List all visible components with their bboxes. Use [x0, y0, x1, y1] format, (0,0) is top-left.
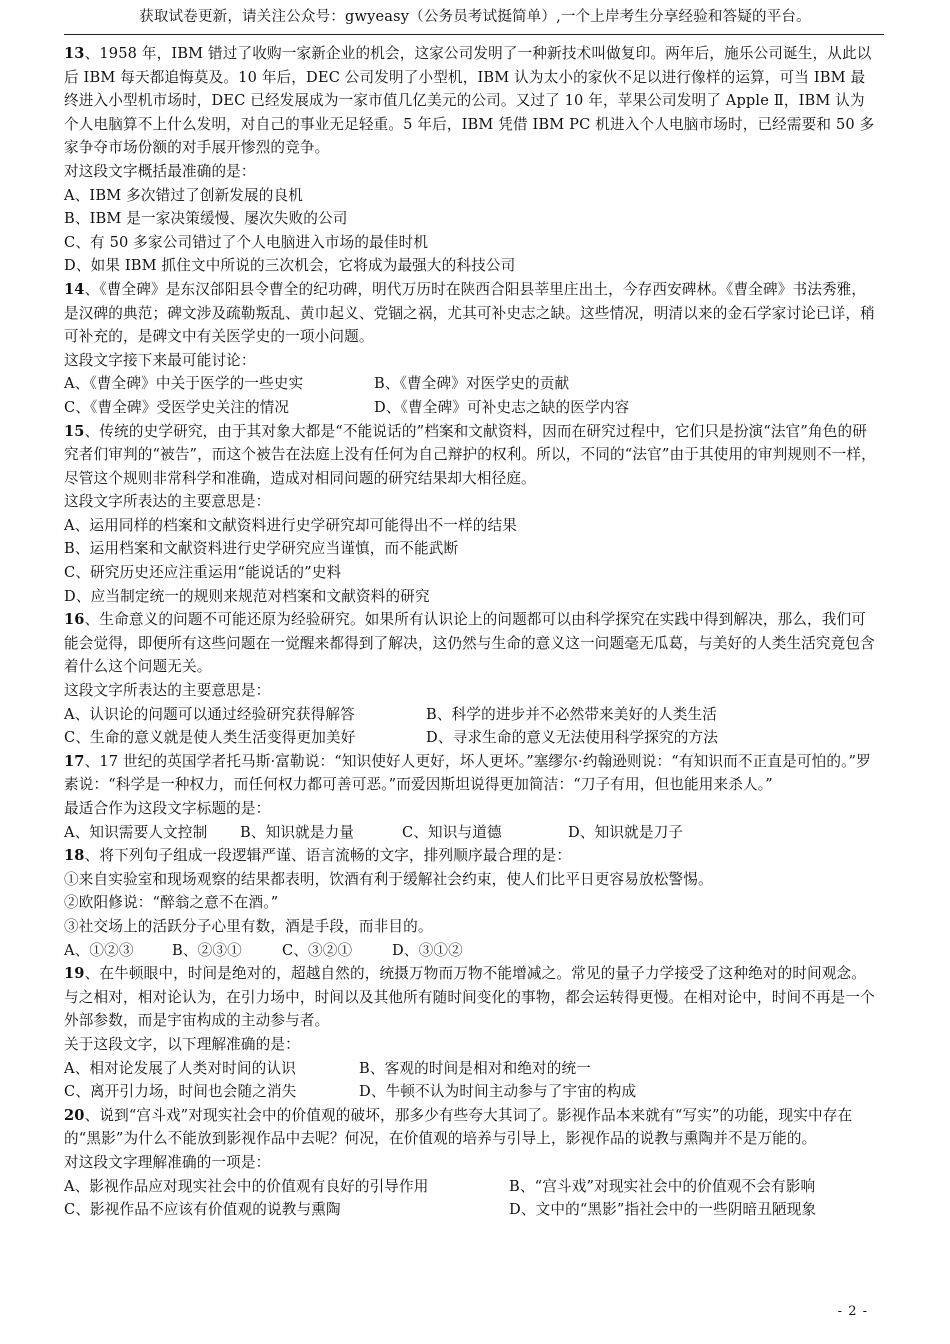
option-c[interactable]: C、③②①	[282, 941, 353, 959]
option-d[interactable]: D、牛顿不认为时间主动参与了宇宙的构成	[359, 1083, 637, 1101]
question-passage: 17、17 世纪的英国学者托马斯·富勒说：“知识使好人更好，坏人更坏。”塞缪尔·约翰逊则说：“有知识而不正直是可怕的。”罗素说：“科学是一种权力，而任何权力都可善可恶。”而爱因斯坦说得更加简洁：“刀子有用，但也能用来杀人。”	[64, 752, 871, 794]
question-15	[64, 420, 876, 609]
option-d[interactable]: D、③①②	[392, 941, 463, 959]
question-14	[64, 278, 876, 420]
option-b[interactable]: B、客观的时间是相对和绝对的统一	[359, 1059, 592, 1077]
question-13	[64, 42, 876, 278]
question-passage: 18、将下列句子组成一段逻辑严谨、语言流畅的文字，排列顺序最合理的是：	[64, 847, 572, 865]
option-b[interactable]: B、运用档案和文献资料进行史学研究应当谨慎，而不能武断	[64, 540, 459, 558]
question-stem: 对这段文字理解准确的一项是：	[64, 1153, 271, 1171]
question-number: 15	[64, 422, 85, 440]
sentence-3: ③社交场上的活跃分子心里有数，酒是手段，而非目的。	[64, 917, 433, 935]
option-b[interactable]: B、科学的进步并不必然带来美好的人类生活	[426, 705, 718, 723]
question-19	[64, 962, 876, 1104]
option-row	[64, 372, 876, 396]
option-row	[64, 703, 876, 727]
question-passage: 13、1958 年，IBM 错过了收购一家新企业的机会，这家公司发明了一种新技术叫做复印。两年后，施乐公司诞生，从此以后 IBM 每天都追悔莫及。10 年后，DEC 公司发明了小型机，IBM 认为太小的家伙不足以进行像样的运算，可当 IBM 最终进入小型机市场时，DEC 已经发展成为一家市值几亿美元的公司。又过了 10 年，苹果公司发明了 Apple Ⅱ，IBM 认为个人电脑算不上什么发明，对自己的事业无足轻重。5 年后，IBM 凭借 IBM PC 机进入个人电脑市场时，已经需要和 50 多家争夺市场份额的对手展开惨烈的竞争。	[64, 45, 875, 157]
option-a[interactable]: A、IBM 多次错过了创新发展的良机	[64, 186, 304, 204]
option-row	[64, 1175, 876, 1199]
option-b[interactable]: B、②③①	[172, 941, 242, 959]
question-stem: 这段文字接下来最可能讨论：	[64, 351, 256, 369]
question-passage: 19、在牛顿眼中，时间是绝对的，超越自然的，统摄万物而万物不能增减之。常见的量子力学接受了这种绝对的时间观念。与之相对，相对论认为，在引力场中，时间以及其他所有随时间变化的事物，都会运转得更慢。在相对论中，时间不再是一个外部参数，而是宇宙构成的主动参与者。	[64, 965, 875, 1030]
question-stem: 这段文字所表达的主要意思是：	[64, 493, 271, 511]
option-d[interactable]: D、如果 IBM 抓住文中所说的三次机会，它将成为最强大的科技公司	[64, 257, 516, 275]
option-a[interactable]: A、影视作品应对现实社会中的价值观有良好的引导作用	[64, 1177, 429, 1195]
option-a[interactable]: A、①②③	[64, 941, 134, 959]
option-c[interactable]: C、有 50 多家公司错过了个人电脑进入市场的最佳时机	[64, 233, 429, 251]
question-stem: 关于这段文字，以下理解准确的是：	[64, 1035, 300, 1053]
option-d[interactable]: D、知识就是刀子	[568, 823, 684, 841]
option-a[interactable]: A、《曹全碑》中关于医学的一些史实	[64, 375, 304, 393]
page-number: - 2 -	[837, 1304, 868, 1319]
option-row	[64, 396, 876, 420]
question-passage: 14、《曹全碑》是东汉郃阳县令曹全的纪功碑，明代万历时在陕西合阳县莘里庄出土，今存西安碑林。《曹全碑》书法秀雅，是汉碑的典范；碑文涉及疏勒叛乱、黄巾起义、党锢之祸，尤其可补史志之缺。这些情况，明清以来的金石学家讨论已详，稍可补充的，是碑文中有关医学史的一项小问题。	[64, 280, 875, 346]
option-c[interactable]: C、生命的意义就是使人类生活变得更加美好	[64, 729, 356, 747]
question-stem: 这段文字所表达的主要意思是：	[64, 682, 271, 700]
header-divider	[64, 34, 884, 35]
question-number: 19	[64, 965, 85, 983]
option-row	[64, 821, 876, 845]
option-a[interactable]: A、知识需要人文控制	[64, 823, 208, 841]
question-17	[64, 750, 876, 844]
option-row	[64, 1080, 876, 1104]
option-b[interactable]: B、《曹全碑》对医学史的贡献	[374, 375, 570, 393]
option-row	[64, 939, 876, 963]
question-number: 20	[64, 1106, 85, 1124]
question-passage: 20、说到“宫斗戏”对现实社会中的价值观的破坏，那多少有些夸大其词了。影视作品本来就有“写实”的功能，现实中存在的“黑影”为什么不能放到影视作品中去呢？何况，在价值观的培养与引导上，影视作品的说教与熏陶并不是万能的。	[64, 1106, 853, 1148]
question-number: 17	[64, 752, 85, 770]
option-d[interactable]: D、《曹全碑》可补史志之缺的医学内容	[374, 398, 630, 416]
option-a[interactable]: A、运用同样的档案和文献资料进行史学研究却可能得出不一样的结果	[64, 516, 518, 534]
question-list	[64, 42, 876, 1222]
option-b[interactable]: B、知识就是力量	[240, 823, 355, 841]
question-passage: 15、传统的史学研究，由于其对象大都是“不能说话的”档案和文献资料，因而在研究过程中，它们只是扮演“法官”角色的研究者们审判的“被告”，而这个被告在法庭上没有任何为自己辩护的权利。所以，不同的“法官”由于其使用的审判规则不一样，尽管这个规则非常科学和准确，造成对相同问题的研究结果却大相径庭。	[64, 422, 876, 487]
option-c[interactable]: C、离开引力场，时间也会随之消失	[64, 1083, 297, 1101]
question-stem: 最适合作为这段文字标题的是：	[64, 800, 271, 817]
sentence-1: ①来自实验室和现场观察的结果都表明，饮酒有利于缓解社会约束，使人们比平日更容易放松警惕。	[64, 870, 713, 888]
question-passage: 16、生命意义的问题不可能还原为经验研究。如果所有认识论上的问题都可以由科学探究在实践中得到解决，那么，我们可能会觉得，即便所有这些问题在一觉醒来都得到了解决，这仍然与生命的意义这一问题毫无瓜葛，与美好的人类生活究竟包含着什么这个问题无关。	[64, 611, 875, 676]
option-c[interactable]: C、研究历史还应注重运用“能说话的”史料	[64, 564, 342, 582]
question-20	[64, 1104, 876, 1222]
question-number: 16	[64, 611, 85, 629]
option-row	[64, 726, 876, 750]
option-b[interactable]: B、IBM 是一家决策缓慢、屡次失败的公司	[64, 210, 348, 228]
question-number: 18	[64, 847, 85, 865]
option-c[interactable]: C、《曹全碑》受医学史关注的情况	[64, 398, 290, 416]
question-stem: 对这段文字概括最准确的是：	[64, 162, 256, 180]
option-d[interactable]: D、文中的“黑影”指社会中的一些阴暗丑陋现象	[509, 1201, 817, 1219]
page-header: 获取试卷更新，请关注公众号：gwyeasy（公务员考试挺简单）,一个上岸考生分享经验和答疑的平台。	[139, 9, 811, 25]
question-16	[64, 608, 876, 750]
option-d[interactable]: D、寻求生命的意义无法使用科学探究的方法	[426, 729, 718, 747]
question-number: 13	[64, 45, 85, 62]
option-b[interactable]: B、“宫斗戏”对现实社会中的价值观不会有影响	[509, 1177, 816, 1195]
question-number: 14	[64, 280, 85, 298]
option-d[interactable]: D、应当制定统一的规则来规范对档案和文献资料的研究	[64, 587, 430, 605]
option-row	[64, 1057, 876, 1081]
option-c[interactable]: C、影视作品不应该有价值观的说教与熏陶	[64, 1201, 341, 1219]
sentence-2: ②欧阳修说：“醉翁之意不在酒。”	[64, 894, 279, 912]
option-row	[64, 1198, 876, 1222]
option-a[interactable]: A、相对论发展了人类对时间的认识	[64, 1059, 296, 1077]
option-c[interactable]: C、知识与道德	[402, 823, 502, 841]
option-a[interactable]: A、认识论的问题可以通过经验研究获得解答	[64, 705, 355, 723]
question-18	[64, 844, 876, 962]
